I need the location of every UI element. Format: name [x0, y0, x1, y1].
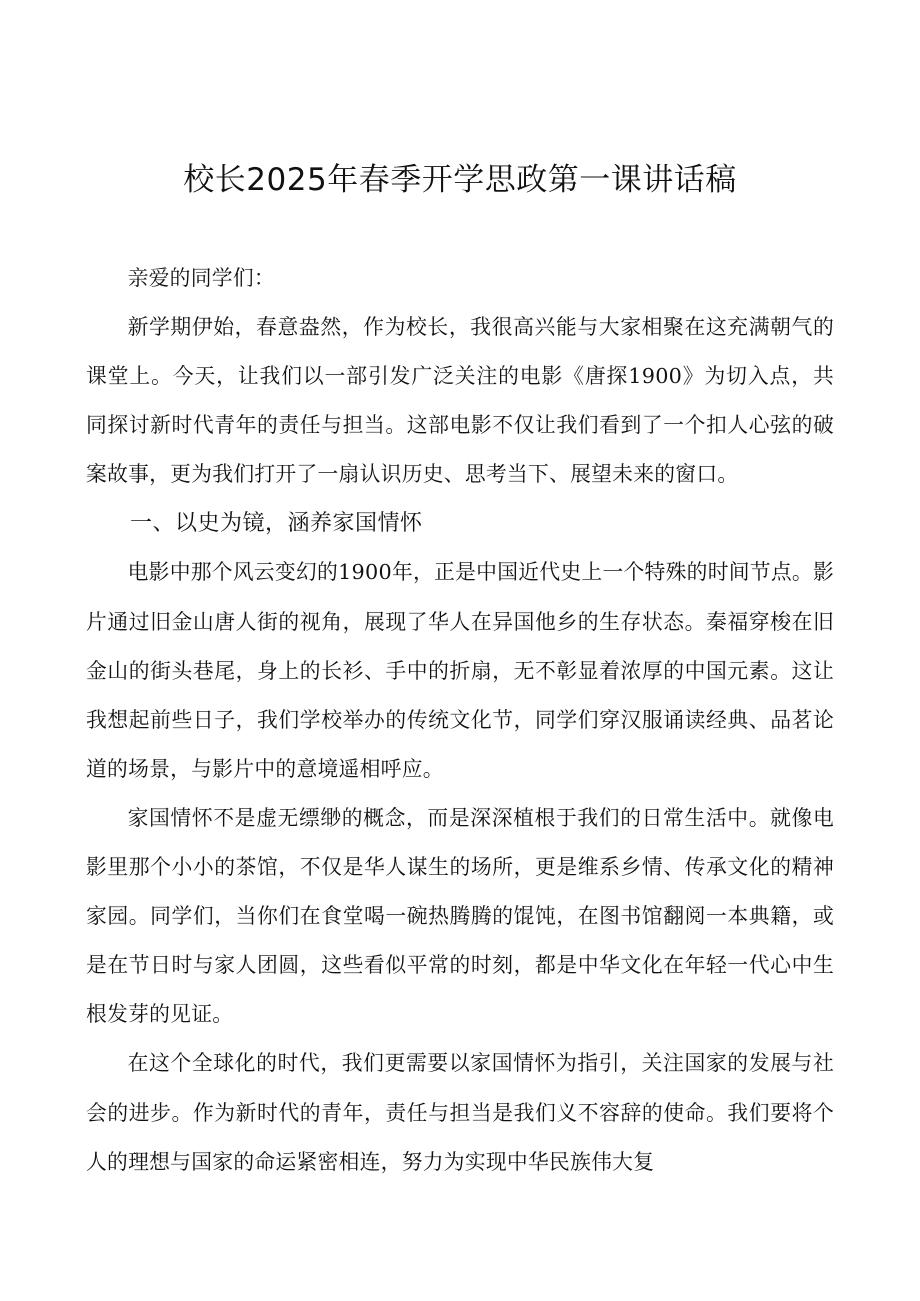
- salutation: 亲爱的同学们：: [127, 266, 275, 290]
- paragraph-responsibility: 在这个全球化的时代，我们更需要以家国情怀为指引，关注国家的发展与社会的进步。作为新时代的青年，责任与担当是我们义不容辞的使命。我们要将个人的理想与国家的命运紧密相连，努力为实现中华民族伟大复: [86, 1051, 834, 1174]
- section-heading-1: 一、以史为镜，涵养家国情怀: [130, 511, 423, 537]
- paragraph-history: 电影中那个风云变幻的1900年，正是中国近代史上一个特殊的时间节点。影片通过旧金山唐人街的视角，展现了华人在异国他乡的生存状态。秦福穿梭在旧金山的街头巷尾，身上的长衫、手中的折扇，无不彰显着浓厚的中国元素。这让我想起前些日子，我们学校举办的传统文化节，同学们穿汉服诵读经典、品茗论道的场景，与影片中的意境遥相呼应。: [86, 560, 834, 781]
- paragraph-intro: 新学期伊始，春意盎然，作为校长，我很高兴能与大家相聚在这充满朝气的课堂上。今天，让我们以一部引发广泛关注的电影《唐探1900》为切入点，共同探讨新时代青年的责任与担当。这部电影不仅让我们看到了一个扣人心弦的破案故事，更为我们打开了一扇认识历史、思考当下、展望未来的窗口。: [86, 315, 834, 487]
- document-title: 校长2025年春季开学思政第一课讲话稿: [183, 162, 737, 198]
- document-body: [86, 254, 834, 1187]
- paragraph-patriotism: 家国情怀不是虚无缥缈的概念，而是深深植根于我们的日常生活中。就像电影里那个小小的茶馆，不仅是华人谋生的场所，更是维系乡情、传承文化的精神家园。同学们，当你们在食堂喝一碗热腾腾的馄饨，在图书馆翻阅一本典籍，或是在节日时与家人团圆，这些看似平常的时刻，都是中华文化在年轻一代心中生根发芽的见证。: [86, 805, 834, 1027]
